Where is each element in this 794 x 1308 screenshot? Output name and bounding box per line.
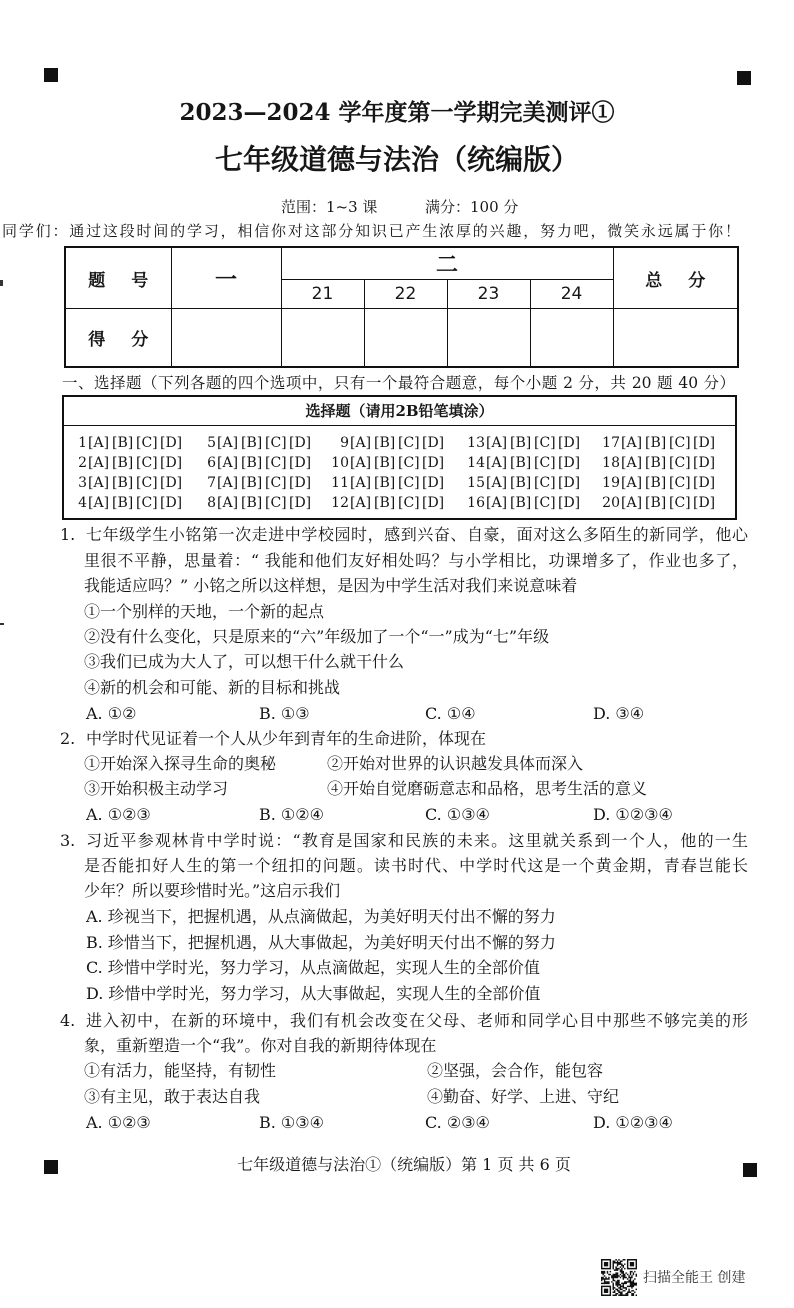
- answer-bubble-option: [A]: [88, 475, 110, 491]
- score-row-label: 得 分: [65, 309, 171, 367]
- answer-sheet-number: 20: [602, 495, 620, 511]
- answer-bubble-option: [B]: [510, 435, 532, 451]
- answer-bubble-option: [D]: [693, 495, 716, 511]
- question-4-stem-line-2: 象，重新塑造一个“我”。你对自我的新期待体现在: [84, 1036, 437, 1055]
- answer-sheet-item: [196, 494, 313, 512]
- question-1-stem-line-1: 七年级学生小铭第一次走进中学校园时，感到兴奋、自豪，面对这么多陌生的新同学，他心: [86, 525, 748, 544]
- answer-bubble-option: [C]: [398, 495, 420, 511]
- answer-bubble-option: [C]: [398, 455, 420, 471]
- answer-bubble-option: [C]: [398, 435, 420, 451]
- answer-bubble-option: [A]: [217, 435, 239, 451]
- answer-bubble-option: [A]: [217, 475, 239, 491]
- answer-bubble-option: [C]: [265, 475, 287, 491]
- answer-bubble-option: [B]: [112, 435, 134, 451]
- exam-scope: 范围：1~3 课: [281, 198, 378, 216]
- answer-sheet-number: 19: [602, 475, 620, 491]
- answer-bubble-option: [B]: [374, 475, 396, 491]
- question-4-choice-b: B. ①③④: [259, 1113, 324, 1132]
- answer-sheet-number: 5: [207, 435, 216, 451]
- answer-bubble-option: [C]: [669, 475, 691, 491]
- answer-bubble-option: [D]: [160, 455, 183, 471]
- greeting-text: 同学们：通过这段时间的学习，相信你对这部分知识已产生浓厚的兴趣，努力吧，微笑永远属于你！: [2, 222, 740, 240]
- answer-bubble-option: [C]: [534, 495, 556, 511]
- answer-bubble-option: [B]: [510, 495, 532, 511]
- answer-bubble-option: [D]: [160, 435, 183, 451]
- answer-sheet-item: [465, 454, 582, 472]
- answer-sheet-item: [600, 494, 717, 512]
- question-3-stem-line-1: 习近平参观林肯中学时说：“教育是国家和民族的未来。这里就关系到一个人，他的一生: [86, 831, 748, 850]
- answer-bubble-option: [A]: [88, 495, 110, 511]
- answer-bubble-option: [B]: [112, 475, 134, 491]
- answer-bubble-option: [D]: [160, 475, 183, 491]
- answer-bubble-option: [A]: [217, 495, 239, 511]
- answer-sheet-number: 15: [467, 475, 485, 491]
- answer-bubble-option: [C]: [136, 475, 158, 491]
- answer-bubble-option: [D]: [558, 435, 581, 451]
- answer-sheet-item: [329, 434, 446, 452]
- answer-bubble-option: [C]: [534, 455, 556, 471]
- answer-bubble-option: [B]: [645, 435, 667, 451]
- answer-bubble-option: [D]: [289, 435, 312, 451]
- question-1-statement-2: ②没有什么变化，只是原来的“六”年级加了一个“一”成为“七”年级: [84, 627, 550, 646]
- answer-sheet-item: [465, 434, 582, 452]
- question-1-choice-b: B. ①③: [259, 704, 310, 723]
- answer-bubble-option: [C]: [136, 435, 158, 451]
- question-2-stem-line-1: 中学时代见证着一个人从少年到青年的生命进阶，体现在: [86, 729, 487, 748]
- answer-sheet-number: 13: [467, 435, 485, 451]
- part-two-header: 二: [281, 247, 613, 280]
- answer-bubble-option: [B]: [241, 475, 263, 491]
- answer-bubble-option: [D]: [289, 475, 312, 491]
- question-4-number: 4.: [60, 1011, 76, 1030]
- answer-sheet-number: 18: [602, 455, 620, 471]
- question-2-statement-4: ④开始自觉磨砺意志和品格，思考生活的意义: [327, 779, 648, 798]
- answer-bubble-option: [C]: [398, 475, 420, 491]
- answer-bubble-option: [D]: [160, 495, 183, 511]
- question-22-score-cell: [364, 309, 447, 367]
- question-23-score-cell: [447, 309, 530, 367]
- question-2-number: 2.: [60, 729, 76, 748]
- answer-sheet-item: [196, 434, 313, 452]
- answer-bubble-option: [A]: [621, 495, 643, 511]
- answer-bubble-option: [C]: [136, 495, 158, 511]
- answer-bubble-option: [D]: [558, 475, 581, 491]
- question-3-choice-c: C. 珍惜中学时光，努力学习，从点滴做起，实现人生的全部价值: [86, 958, 540, 977]
- answer-bubble-option: [A]: [621, 455, 643, 471]
- answer-sheet-item: [329, 494, 446, 512]
- answer-bubble-option: [C]: [534, 435, 556, 451]
- question-4-statement-3: ③有主见，敢于表达自我: [84, 1087, 261, 1106]
- question-3-number: 3.: [60, 831, 76, 850]
- answer-bubble-option: [D]: [289, 495, 312, 511]
- answer-bubble-option: [A]: [486, 495, 508, 511]
- answer-sheet-title: 选择题（请用2B铅笔填涂）: [64, 397, 735, 426]
- answer-bubble-option: [B]: [510, 475, 532, 491]
- answer-bubble-option: [B]: [241, 495, 263, 511]
- question-2-choice-d: D. ①②③④: [593, 805, 673, 824]
- answer-bubble-option: [D]: [422, 495, 445, 511]
- answer-sheet-number: 14: [467, 455, 485, 471]
- answer-bubble-option: [A]: [350, 475, 372, 491]
- answer-bubble-option: [B]: [645, 495, 667, 511]
- answer-bubble-option: [A]: [486, 435, 508, 451]
- question-4-statement-1: ①有活力，能坚持，有韧性: [84, 1061, 277, 1080]
- answer-bubble-option: [A]: [486, 475, 508, 491]
- question-1-stem-line-3: 我能适应吗？” 小铭之所以这样想，是因为中学生活对我们来说意味着: [84, 576, 578, 595]
- question-1-number: 1.: [60, 525, 76, 544]
- answer-sheet: [62, 395, 737, 520]
- answer-bubble-option: [D]: [558, 495, 581, 511]
- answer-sheet-item: [329, 454, 446, 472]
- answer-sheet-item: [67, 494, 184, 512]
- answer-sheet-number: 17: [602, 435, 620, 451]
- question-22-header: 22: [364, 280, 447, 309]
- question-1-choice-c: C. ①④: [425, 704, 476, 723]
- question-4-choice-d: D. ①②③④: [593, 1113, 673, 1132]
- question-1-statement-4: ④新的机会和可能、新的目标和挑战: [84, 678, 341, 697]
- question-21-score-cell: [281, 309, 364, 367]
- answer-bubble-option: [B]: [374, 495, 396, 511]
- answer-sheet-number: 4: [78, 495, 87, 511]
- answer-sheet-number: 7: [207, 475, 216, 491]
- answer-bubble-option: [C]: [669, 455, 691, 471]
- question-4-choice-c: C. ②③④: [425, 1113, 490, 1132]
- answer-bubble-option: [B]: [112, 455, 134, 471]
- question-1-statement-1: ①一个别样的天地，一个新的起点: [84, 602, 325, 621]
- question-3-choice-b: B. 珍惜当下，把握机遇，从大事做起，为美好明天付出不懈的努力: [86, 933, 556, 952]
- answer-bubble-option: [D]: [422, 435, 445, 451]
- question-3-stem-line-3: 少年？所以要珍惜时光。”这启示我们: [84, 881, 341, 900]
- answer-bubble-option: [D]: [422, 475, 445, 491]
- answer-bubble-option: [D]: [289, 455, 312, 471]
- answer-bubble-option: [C]: [534, 475, 556, 491]
- answer-bubble-option: [A]: [621, 475, 643, 491]
- answer-sheet-item: [329, 474, 446, 492]
- answer-sheet-item: [600, 474, 717, 492]
- answer-bubble-option: [B]: [112, 495, 134, 511]
- exam-full-marks: 满分：100 分: [425, 198, 519, 216]
- question-2-choice-c: C. ①③④: [425, 805, 490, 824]
- answer-bubble-option: [A]: [217, 455, 239, 471]
- registration-mark-bottom-right: [743, 1163, 757, 1177]
- answer-sheet-item: [465, 494, 582, 512]
- total-score-cell: [613, 309, 738, 367]
- answer-sheet-item: [465, 474, 582, 492]
- answer-bubble-option: [C]: [669, 435, 691, 451]
- answer-bubble-option: [A]: [621, 435, 643, 451]
- answer-bubble-option: [D]: [558, 455, 581, 471]
- question-3-stem-line-2: 是否能扣好人生的第一个纽扣的问题。读书时代、中学时代这是一个黄金期，青春岂能长: [84, 856, 748, 875]
- question-2-statement-1: ①开始深入探寻生命的奥秘: [84, 754, 277, 773]
- question-24-header: 24: [530, 280, 613, 309]
- registration-mark-top-left: [44, 68, 58, 82]
- answer-bubble-option: [A]: [350, 435, 372, 451]
- answer-bubble-option: [C]: [136, 455, 158, 471]
- question-4-statement-2: ②坚强，会合作，能包容: [427, 1061, 604, 1080]
- answer-bubble-option: [C]: [265, 495, 287, 511]
- part-one-header: 一: [171, 247, 281, 309]
- answer-bubble-option: [D]: [693, 435, 716, 451]
- answer-sheet-number: 9: [340, 435, 349, 451]
- question-2-choice-b: B. ①②④: [259, 805, 324, 824]
- question-1-statement-3: ③我们已成为大人了，可以想干什么就干什么: [84, 652, 405, 671]
- answer-bubble-option: [A]: [486, 455, 508, 471]
- answer-bubble-option: [B]: [510, 455, 532, 471]
- question-21-header: 21: [281, 280, 364, 309]
- answer-sheet-number: 8: [207, 495, 216, 511]
- answer-sheet-item: [600, 434, 717, 452]
- answer-sheet-number: 2: [78, 455, 87, 471]
- answer-sheet-number: 12: [331, 495, 349, 511]
- answer-sheet-number: 16: [467, 495, 485, 511]
- answer-bubble-option: [B]: [374, 435, 396, 451]
- question-2-choice-a: A. ①②③: [86, 805, 151, 824]
- question-3-choice-d: D. 珍惜中学时光，努力学习，从大事做起，实现人生的全部价值: [86, 984, 541, 1003]
- answer-bubble-option: [A]: [350, 495, 372, 511]
- question-2-statement-2: ②开始对世界的认识越发具体而深入: [327, 754, 584, 773]
- answer-sheet-number: 1: [78, 435, 87, 451]
- question-1-stem-line-2: 里很不平静，思量着：“ 我能和他们友好相处吗？与小学相比，功课增多了，作业也多了，: [84, 551, 748, 570]
- answer-bubble-option: [A]: [350, 455, 372, 471]
- answer-sheet-number: 11: [331, 475, 349, 491]
- question-3-choice-a: A. 珍视当下，把握机遇，从点滴做起，为美好明天付出不懈的努力: [86, 907, 556, 926]
- answer-bubble-option: [C]: [265, 455, 287, 471]
- answer-sheet-item: [67, 434, 184, 452]
- answer-bubble-option: [B]: [645, 455, 667, 471]
- answer-bubble-option: [B]: [241, 435, 263, 451]
- question-1-choice-d: D. ③④: [593, 704, 645, 723]
- answer-sheet-item: [67, 474, 184, 492]
- answer-sheet-number: 10: [331, 455, 349, 471]
- answer-bubble-option: [C]: [669, 495, 691, 511]
- part-one-score-cell: [171, 309, 281, 367]
- question-4-statement-4: ④勤奋、好学、上进、守纪: [427, 1087, 620, 1106]
- question-23-header: 23: [447, 280, 530, 309]
- answer-bubble-option: [B]: [374, 455, 396, 471]
- item-number-label: 题 号: [65, 247, 171, 309]
- answer-sheet-item: [196, 454, 313, 472]
- answer-bubble-option: [C]: [265, 435, 287, 451]
- section-one-heading: 一、选择题（下列各题的四个选项中，只有一个最符合题意，每个小题 2 分，共 20 题 40 分）: [62, 374, 735, 392]
- answer-sheet-number: 3: [78, 475, 87, 491]
- answer-bubble-option: [B]: [241, 455, 263, 471]
- exam-subtitle: 七年级道德与法治（统编版）: [214, 143, 579, 176]
- question-4-choice-a: A. ①②③: [86, 1113, 151, 1132]
- binding-mark: [0, 280, 3, 286]
- page-footer: 七年级道德与法治①（统编版）第 1 页 共 6 页: [237, 1155, 571, 1174]
- question-2-statement-3: ③开始积极主动学习: [84, 779, 229, 798]
- answer-bubble-option: [A]: [88, 455, 110, 471]
- answer-sheet-item: [67, 454, 184, 472]
- scanner-watermark-text: 扫描全能王 创建: [643, 1270, 746, 1286]
- answer-bubble-option: [D]: [422, 455, 445, 471]
- binding-mark: [0, 623, 4, 625]
- question-1-choice-a: A. ①②: [86, 704, 137, 723]
- registration-mark-bottom-left: [44, 1160, 58, 1174]
- answer-bubble-option: [D]: [693, 455, 716, 471]
- answer-bubble-option: [A]: [88, 435, 110, 451]
- answer-sheet-item: [196, 474, 313, 492]
- answer-sheet-item: [600, 454, 717, 472]
- question-4-stem-line-1: 进入初中，在新的环境中，我们有机会改变在父母、老师和同学心目中那些不够完美的形: [86, 1011, 748, 1030]
- total-score-label: 总 分: [613, 247, 738, 309]
- answer-sheet-number: 6: [207, 455, 216, 471]
- score-table: [64, 246, 739, 368]
- exam-title: 2023—2024 学年度第一学期完美测评①: [179, 99, 615, 126]
- answer-bubble-option: [D]: [693, 475, 716, 491]
- registration-mark-top-right: [737, 71, 751, 85]
- question-24-score-cell: [530, 309, 613, 367]
- qr-code-icon: [601, 1259, 637, 1296]
- answer-bubble-option: [B]: [645, 475, 667, 491]
